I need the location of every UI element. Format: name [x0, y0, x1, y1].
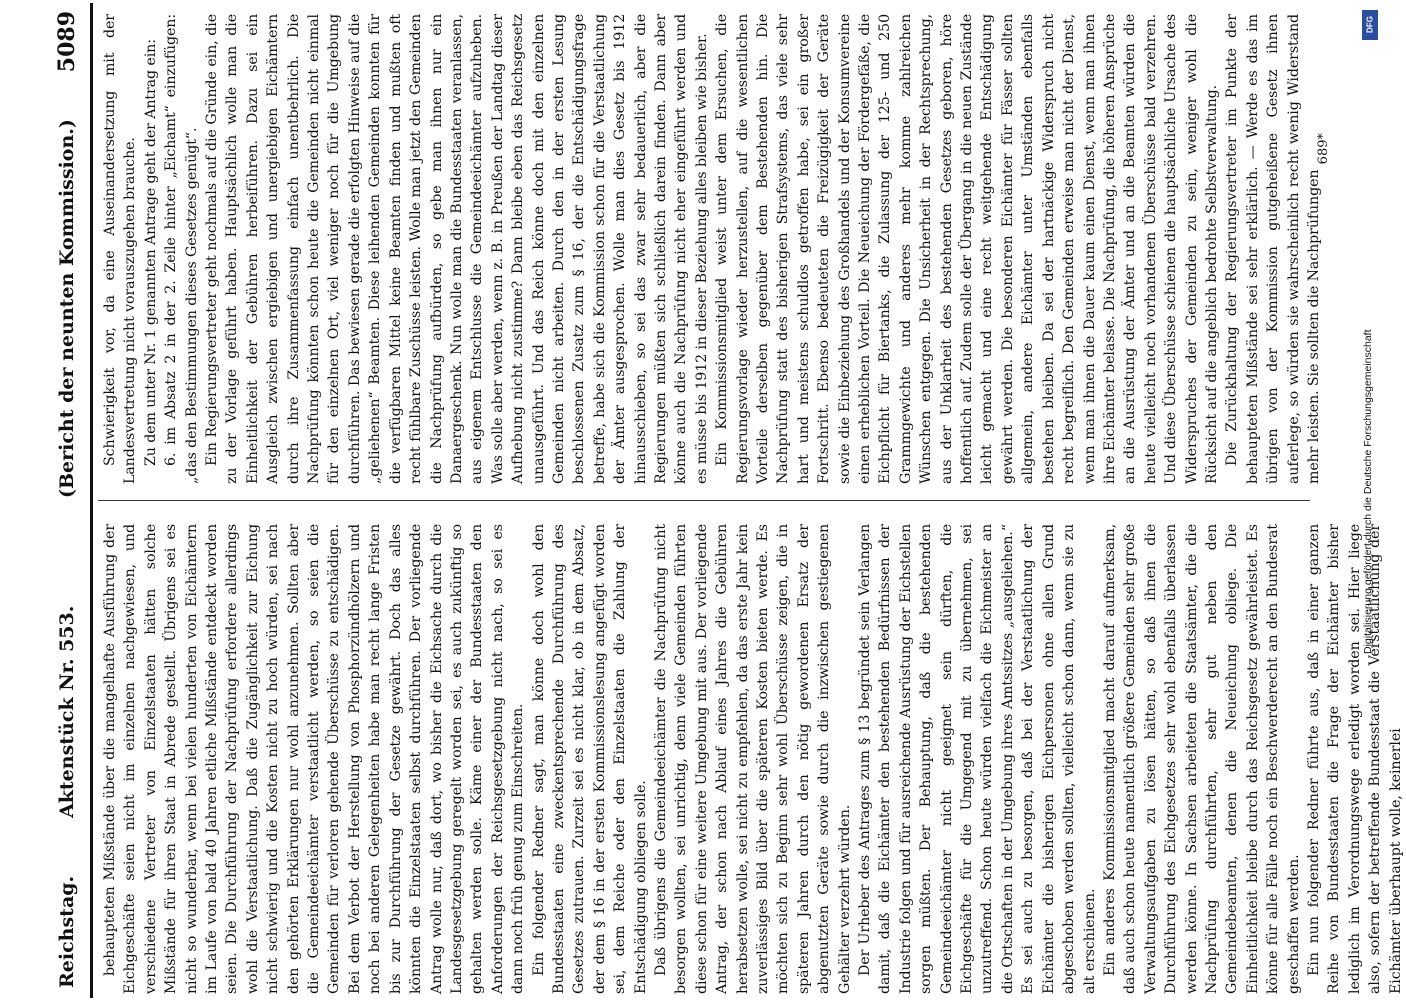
paragraph: Ein anderes Kommissionsmitglied macht darauf aufmerksam, daß auch schon heute namentlich größere Gemeinden sehr große Verwaltungsaufgaben zu lösen hätten, so daß ihnen die Durchführung des Eichgesetzes sehr wohl ebenfalls überlassen werden könne. In Sachsen arbeiteten die Staatsämter, die die Nachprüfung durchführten, sehr gut neben den Gemeindebeamten, denen die Neueichung obliege. Die Einheitlichkeit bleibe durch das Reichsgesetz gewährleistet. Es könne für alle Fälle noch ein Beschwerderecht an den Bundesrat geschaffen werden. [1101, 524, 1302, 994]
paragraph: Daß übrigens die Gemeindeeichämter die Nachprüfung nicht besorgen wollten, sei unrichtig, denn viele Gemeinden führten diese schon für eine weitere Umgebung mit aus. Der vorliegende Antrag, der schon nach Ablauf eines Jahres die Gebühren herabsetzen wolle, sei nicht zu empfehlen, da das erste Jahr kein zuverlässiges Bild über die späteren Kosten bieten werde. Es möchten sich zu Beginn sehr wohl Überschüsse zeigen, die in späteren Jahren durch den nötig gewordenen Ersatz der abgenutzten Geräte sowie durch die inzwischen gestiegenen Gehälter verzehrt würden. [652, 524, 853, 994]
paragraph: behaupteten Mißstände über die mangelhafte Ausführung der Eichgeschäfte seien nicht im einzelnen nachgewiesen, und verschiedene Vertreter von Einzelstaaten hätten solche Mißstände für ihren Staat in Abrede gestellt. Übrigens sei es nicht so wunderbar, wenn bei vielen hunderten von Eichämtern im Laufe von bald 40 Jahren etliche Mißstände entdeckt worden seien. Die Durchführung der Nachprüfung erfordere allerdings wohl die Verstaatlichung. Daß die Zugänglichkeit zur Eichung nicht schwierig und die Kosten nicht zu hoch würden, sei nach den gehörten Erklärungen nur wohl anzunehmen. Sollten aber die Gemeindeeichämter verstaatlicht werden, so seien die Gemeinden für verloren gehende Überschüsse zu entschädigen. Bei dem Verbot der Herstellung von Phosphorzündhölzern und noch bei anderen Gelegenheiten habe man recht lange Fristen bis zur Durchführung der Gesetze gewährt. Doch das alles könnten die Einzelstaaten selbst durchführen. Der vorliegende Antrag wolle nur, daß dort, wo bisher die Eichsache durch die Landesgesetzgebung geregelt worden sei, es auch zukünftig so gehalten werden solle. Käme einer der Bundesstaaten den Anforderungen der Reichsgesetzgebung nicht nach, so sei es dann noch früh genug zum Einschreiten. [102, 524, 527, 994]
digitization-credit [1360, 14, 1378, 986]
credit-text: Digitalisierung gefördert durch die Deutsche Forschungsgemeinschaft [1362, 329, 1374, 654]
paragraph: Der Urheber des Antrages zum § 13 begründet sein Verlangen damit, daß die Eichämter den bestehenden Bedürfnissen der Industrie folgen und für ausreichende Ausrüstung der Eichstellen sorgen müßten. Der Behauptung, daß die bestehenden Gemeindeeichämter nicht geeignet sein dürften, die Eichgeschäfte für die Umgegend mit zu übernehmen, sei unzutreffend. Schon heute würden vielfach die Eichmeister an die Ortschaften in der Umgebung ihres Amtssitzes „ausgeliehen.“ Es sei auch zu besorgen, daß bei der Verstaatlichung der Eichämter die bisherigen Eichpersonen ohne allen Grund abgeschoben werden sollten, vielleicht schon dann, wenn sie zu alt erschienen. [857, 524, 1098, 994]
signature-mark: 689* [1316, 133, 1331, 165]
dfg-logo: DFG [1362, 10, 1378, 40]
paragraph: Schwierigkeit vor, da eine Auseinandersetzung mit der Landesvertretung nicht vorauszugehen brauche. [102, 14, 139, 484]
header-left: Reichstag. [56, 875, 78, 988]
paragraph: Ein Kommissionsmitglied weist unter dem Ersuchen, die Regierungsvorlage wieder herzustellen, auf die wesentlichen Vorteile derselben gegenüber dem Bestehenden hin. Die Nachprüfung statt des bisherigen Strafsystems, das viele sehr hart und meistens schuldlos getroffen habe, sei ein großer Fortschritt. Ebenso bedeuteten die Freizügigkeit der Geräte sowie die Einbeziehung des Großhandels und der Konsumvereine einen erheblichen Vorteil. Die Neueichung der Fördergefäße, die Eichpflicht für Biertanks, die Zulassung der 125- und 250 Grammgewichte und anderes mehr komme zahlreichen Wünschen entgegen. Die Unsicherheit in der Rechtsprechung, aus der Unklarheit des bestehenden Gesetzes geboren, höre hoffentlich auf. Zudem solle der Übergang in die neuen Zustände leicht gemacht und eine recht weitgehende Entschädigung gewährt werden. Die besonderen Eichämter für Fässer sollten allgemein, andere Eichämter unter Umständen ebenfalls bestehen bleiben. Da sei der hartnäckige Widerspruch nicht recht begreiflich. Den Gemeinden erweise man nicht der Dienst, wenn man ihnen die Dauer kaum einen Dienst, wenn man ihnen ihre Eichämter belasse. Die Nachprüfung, die höheren Ansprüche an die Ausrüstung der Ämter und an die Beamten würden die heute vielleicht noch vorhandenen Überschüsse bald verzehren. Und diese Überschüsse schienen die hauptsächliche Ursache des Widerspruches der Gemeinden zu sein, weniger wohl die Rücksicht auf die angeblich bedrohte Selbstverwaltung. [714, 13, 1220, 484]
page-number: 5089 [54, 11, 80, 73]
left-text-column [100, 524, 1404, 994]
paragraph: Zu dem unter Nr. 1 genannten Antrage geht der Antrag ein: [142, 39, 159, 466]
paragraph: Ein Regierungsvertreter geht nochmals auf die Gründe ein, die zu der Vorlage geführt haben. Hauptsächlich wolle man die Einheitlichkeit der Gebühren herbeiführen. Dazu sei ein Ausgleich zwischen ergiebigen und unergiebigen Eichämtern durch ihre Zusammenfassung einfach unentbehrlich. Die Nachprüfung könnten schon heute die Gemeinden nicht einmal für den einzelnen Ort, viel weniger noch für die Umgebung durchführen. Das bewiesen gerade die erfolgten Hinweise auf die „geliehenen“ Beamten. Diese leihenden Gemeinden konnten für die verfügbaren Mittel keine Beamten finden und mußten oft recht fühlbare Zuschüsse leisten. Wolle man jetzt den Gemeinden die Nachprüfung aufbürden, so gebe man ihnen nur ein Danaergeschenk. Nun wolle man die Bundesstaaten veranlassen, aus eigenem Entschlusse die Gemeindeeichämter aufzuheben. Was solle aber werden, wenn z. B. in Preußen der Landtag dieser Aufhebung nicht zustimme? Dann bleibe eben das Reichsgesetz unausgeführt. Und das Reich könne doch mit den einzelnen Gemeinden nicht arbeiten. Durch den in der ersten Lesung beschlossenen Zusatz zum § 16, der die Entschädigungsfrage betreffe, habe sich die Kommission schon für die Verstaatlichung der Ämter ausgesprochen. Wolle man dies Gesetz bis 1912 hinausschieben, so sei das zwar sehr bedauerlich, aber die Regierungen müßten sich schließlich darein finden. Dann aber könne auch die Nachprüfung nicht eher eingeführt werden und es müsse bis 1912 in dieser Beziehung alles bleiben wie bisher. [204, 14, 710, 484]
paragraph: Ein folgender Redner sagt, man könne doch wohl den Bundesstaaten eine zweckentsprechende Durchführung des Gesetzes zutrauen. Zurzeit sei es nicht klar, ob in dem Absatz, der dem § 16 in der ersten Kommissionslesung angefügt worden sei, dem Reiche oder den Einzelstaaten die Zahlung der Entschädigung obliegen solle. [530, 524, 649, 994]
running-header [50, 3, 90, 998]
right-text-column [100, 13, 1322, 484]
header-report-title: (Bericht der neunten Kommission.) [56, 119, 78, 498]
header-document-number: Aktenstück Nr. 553. [56, 605, 78, 818]
paragraph: Die Zurückhaltung der Regierungsvertreter im Punkte der behaupteten Mißstände sei sehr erklärlich. — Werde es das im übrigen von der Kommission gutgeheißene Gesetz ihnen auferlege, so würden sie wahrscheinlich recht wenig Widerstand mehr leisten. Sie sollten die Nachprüfungen [1224, 14, 1322, 484]
column-divider [98, 500, 1310, 501]
paragraph: 6. im Absatz 2 in der 2. Zeile hinter „Eichamt“ einzufügen: „das den Bestimmungen dieses Gesetzes genügt“. [163, 14, 200, 484]
header-rule [90, 3, 93, 998]
paragraph: Ein nun folgender Redner führte aus, daß in einer ganzen Reihe von Bundesstaaten die Frage der Eichämter bisher lediglich im Verordnungswege erledigt worden sei. Hier liege also, sofern der betreffende Bundesstaat die Verstaatlichung der Eichämter überhaupt wolle, keinerlei [1305, 524, 1404, 994]
